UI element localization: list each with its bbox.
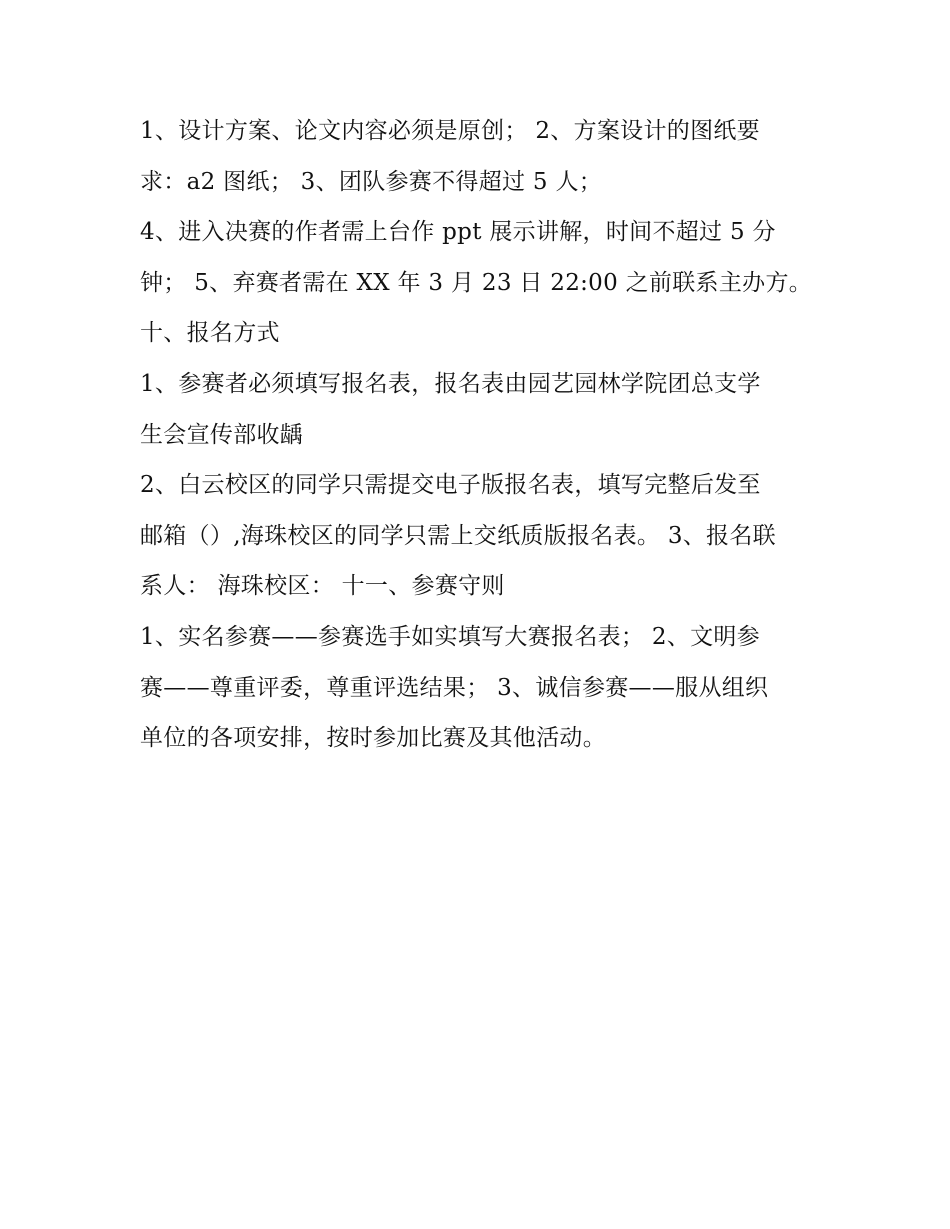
text-line: 单位的各项安排，按时参加比赛及其他活动。	[140, 725, 606, 752]
document-body	[140, 106, 830, 764]
text-line: 系人： 海珠校区： 十一、参赛守则	[140, 573, 505, 600]
text-line: 4、进入决赛的作者需上台作 ppt 展示讲解，时间不超过 5 分	[140, 219, 776, 246]
text-line: 邮箱（）,海珠校区的同学只需上交纸质版报名表。 3、报名联	[140, 522, 776, 549]
text-line: 1、设计方案、论文内容必须是原创； 2、方案设计的图纸要	[140, 118, 760, 144]
text-line: 1、参赛者必须填写报名表，报名表由园艺园林学院团总支学	[140, 370, 761, 397]
text-line: 生会宣传部收龋	[140, 421, 304, 448]
text-line: 1、实名参赛——参赛选手如实填写大赛报名表； 2、文明参	[140, 623, 760, 650]
text-line: 求：a2 图纸； 3、团队参赛不得超过 5 人；	[140, 168, 603, 195]
text-line: 赛——尊重评委，尊重评选结果； 3、诚信参赛——服从组织	[140, 674, 769, 701]
text-line: 钟； 5、弃赛者需在 XX 年 3 月 23 日 22:00 之前联系主办方。	[140, 269, 813, 296]
text-line: 2、白云校区的同学只需提交电子版报名表，填写完整后发至	[140, 472, 761, 499]
section-heading: 十、报名方式	[140, 320, 280, 347]
